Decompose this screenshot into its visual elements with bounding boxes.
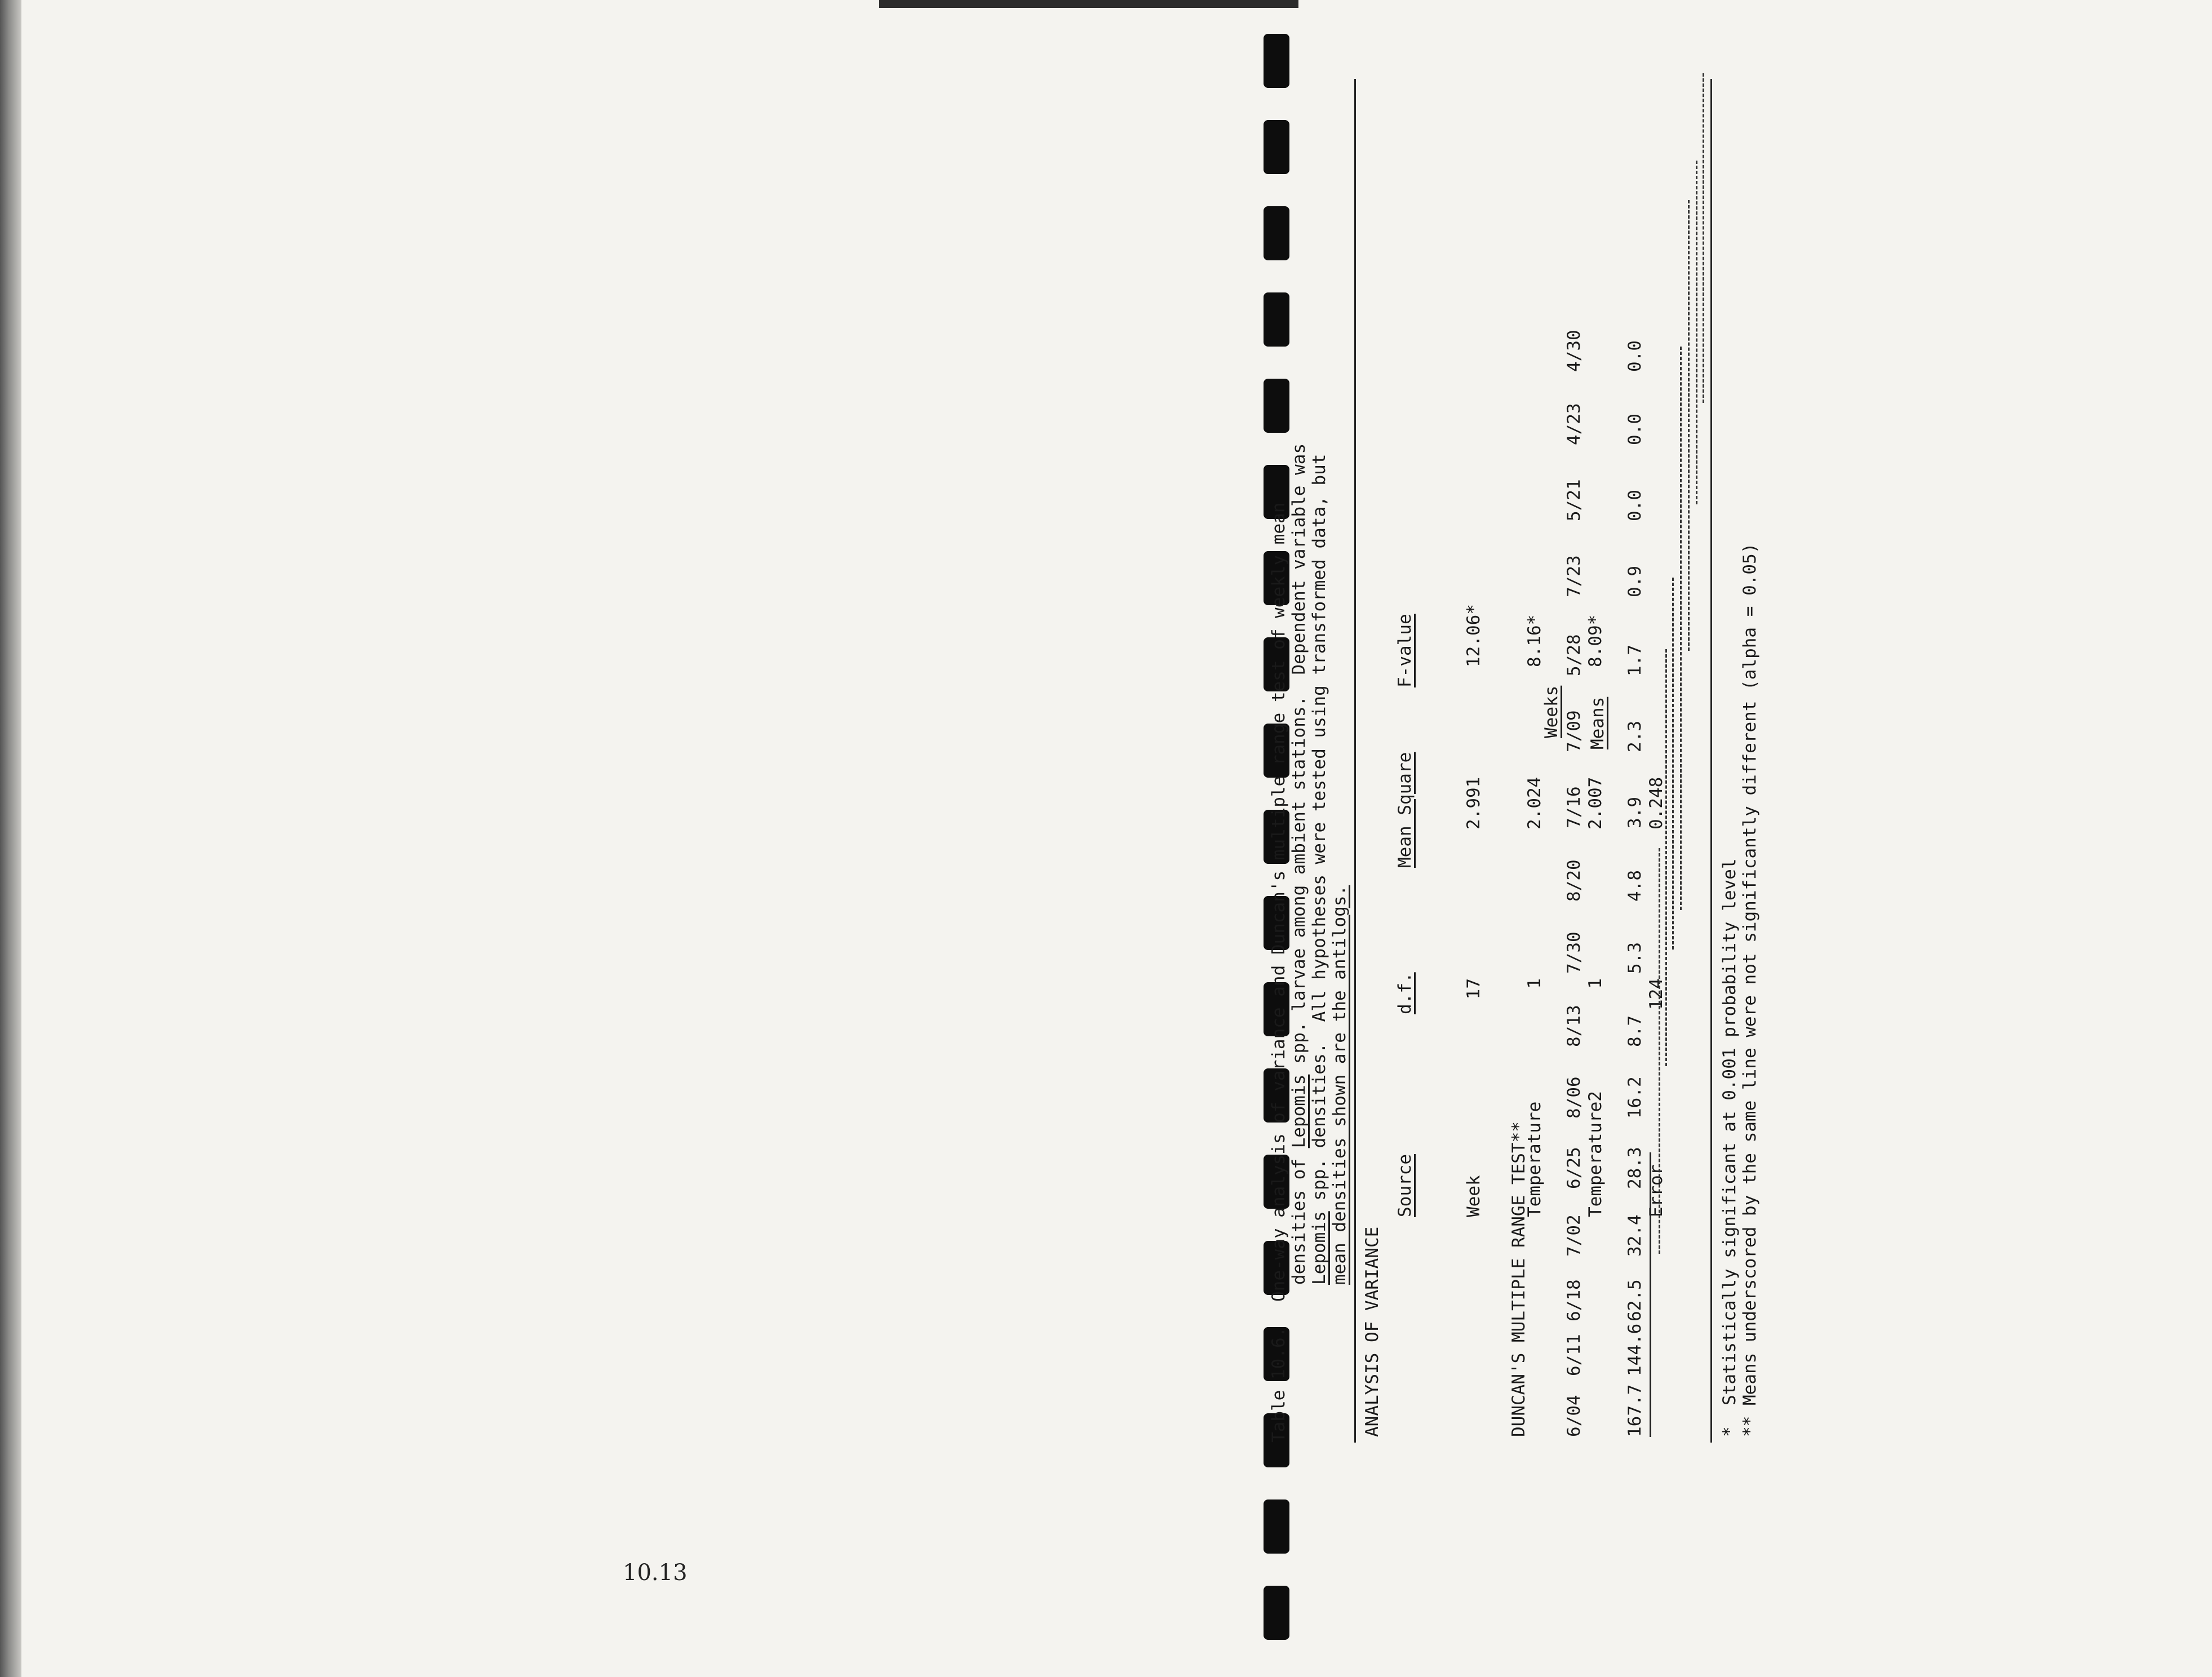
week-cell: 8/13: [1564, 1005, 1584, 1047]
group-line-7: [1696, 161, 1697, 504]
caption-line-2: densities of Lepomis spp. larvae among ambient stations. Dependent variable was: [1289, 443, 1309, 1285]
week-cell: 7/16: [1564, 786, 1584, 828]
mean-cell: 8.7: [1625, 1015, 1645, 1047]
group-line-4: [1672, 578, 1674, 950]
mean-cell: 28.3: [1625, 1147, 1645, 1189]
rotated-table-page: [1169, 0, 2212, 1521]
week-cell: 7/23: [1564, 555, 1584, 597]
week-cell: 4/23: [1564, 403, 1584, 445]
week-cell: 6/25: [1564, 1147, 1584, 1189]
binder-hole: [1264, 1586, 1289, 1640]
week-cell: 4/30: [1564, 330, 1584, 372]
caption-line-1: One-way analysis of variance and Duncan's multiple range test of weekly mean: [1269, 502, 1289, 1302]
mean-cell: 1.7: [1625, 645, 1645, 676]
mean-cell: 16.2: [1625, 1076, 1645, 1119]
week-cell: 5/28: [1564, 634, 1584, 676]
anova-f-cell: 8.09*: [1585, 614, 1606, 667]
table-bottom-rule: [1710, 79, 1712, 1443]
anova-ms-cell: 2.991: [1464, 777, 1484, 829]
week-cell: 8/20: [1564, 859, 1584, 902]
week-cell: 6/18: [1564, 1279, 1584, 1321]
anova-header-df: d.f.: [1395, 972, 1415, 1014]
caption-line-4: mean densities shown are the antilogs.: [1329, 885, 1350, 1285]
mean-cell: 2.3: [1625, 721, 1645, 752]
anova-df-cell: 1: [1585, 978, 1606, 989]
anova-header-source: Source: [1395, 1154, 1415, 1217]
mean-cell: 0.0: [1625, 414, 1645, 445]
anova-source-cell: Error: [1646, 1164, 1666, 1217]
anova-source-cell: Temperature2: [1585, 1091, 1606, 1217]
means-label: Means: [1588, 696, 1608, 749]
group-line-5: [1680, 347, 1682, 910]
week-cell: 5/21: [1564, 479, 1584, 521]
anova-ms-cell: 2.024: [1524, 777, 1545, 829]
anova-f-cell: 8.16*: [1524, 614, 1545, 667]
week-cell: 6/04: [1564, 1395, 1584, 1437]
footnote-2: ** Means underscored by the same line were not significantly different (alpha = 0.05): [1740, 543, 1760, 1437]
page-number: 10.13: [623, 1560, 688, 1586]
mean-cell: 62.5: [1625, 1279, 1645, 1321]
anova-header-f: F-value: [1395, 614, 1415, 687]
mean-cell: 3.9: [1625, 797, 1645, 828]
weeks-label: Weeks: [1541, 685, 1562, 738]
anova-ms-cell: 2.007: [1585, 777, 1606, 829]
mean-cell: 0.0: [1625, 340, 1645, 372]
group-line-8: [1703, 73, 1704, 403]
mean-cell: 144.6: [1625, 1323, 1645, 1376]
anova-df-cell: 124: [1646, 978, 1666, 1010]
group-line-3: [1665, 649, 1667, 1066]
mean-cell: 4.8: [1625, 870, 1645, 902]
anova-source-cell: Temperature: [1524, 1101, 1545, 1217]
mean-cell: 0.0: [1625, 490, 1645, 521]
anova-f-cell: 12.06*: [1464, 604, 1484, 667]
group-line-6: [1688, 200, 1690, 651]
mean-cell: 5.3: [1625, 942, 1645, 974]
mean-cell: 32.4: [1625, 1214, 1645, 1257]
anova-df-cell: 1: [1524, 978, 1545, 989]
week-cell: 7/02: [1564, 1214, 1584, 1257]
anova-heading: ANALYSIS OF VARIANCE: [1362, 1226, 1382, 1437]
anova-ms-cell: 0.248: [1646, 777, 1666, 829]
anova-source-cell: Week: [1464, 1175, 1484, 1217]
anova-df-cell: 17: [1464, 978, 1484, 1000]
week-cell: 6/11: [1564, 1334, 1584, 1376]
footnote-1: * Statistically significant at 0.001 probability level: [1719, 858, 1740, 1437]
week-cell: 7/30: [1564, 931, 1584, 974]
means-row: [1169, 0, 2212, 1521]
scan-shadow-edge: [0, 0, 21, 1677]
group-line-1: [1650, 1152, 1651, 1437]
week-cell: 7/09: [1564, 710, 1584, 752]
caption-label: Table 10.6.: [1269, 1326, 1289, 1443]
group-line-2: [1659, 848, 1660, 1254]
duncan-heading: DUNCAN'S MULTIPLE RANGE TEST**: [1509, 1121, 1529, 1437]
mean-cell: 0.9: [1625, 566, 1645, 597]
week-cell: 8/06: [1564, 1076, 1584, 1119]
anova-header-ms: Mean Square: [1395, 752, 1415, 868]
caption-line-3: Lepomis spp. densities. All hypotheses were tested using transformed data, but: [1309, 454, 1329, 1285]
mean-cell: 167.7: [1625, 1384, 1645, 1437]
